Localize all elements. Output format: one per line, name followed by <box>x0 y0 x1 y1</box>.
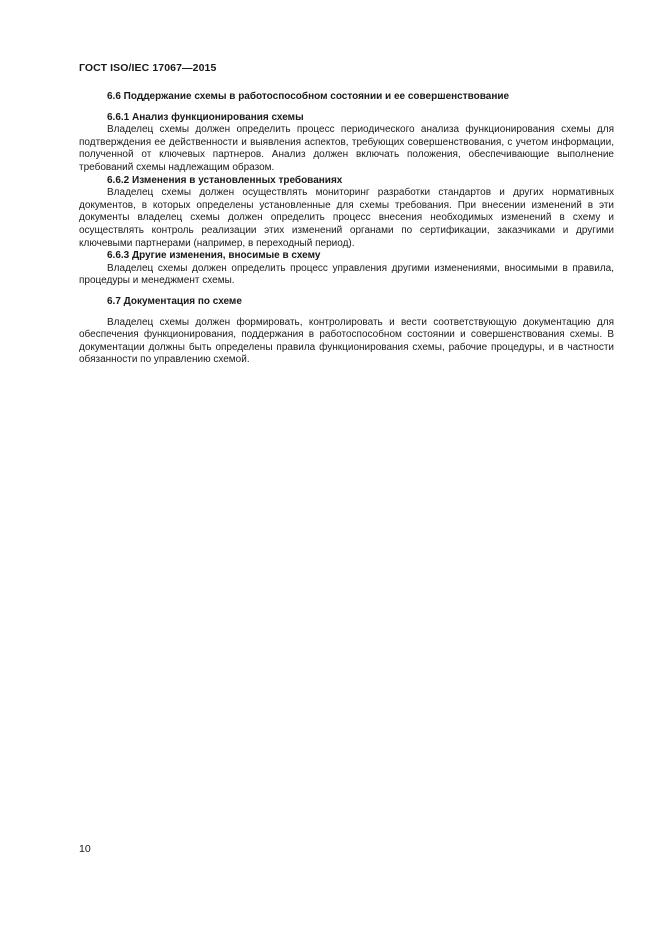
document-body <box>79 91 614 367</box>
section-6-7-heading: 6.7 Документация по схеме <box>107 295 242 307</box>
page-number: 10 <box>79 843 91 855</box>
document-header: ГОСТ ISO/IEC 17067—2015 <box>79 62 217 74</box>
section-6-6-2-heading: 6.6.2 Изменения в установленных требованиях <box>107 174 343 186</box>
section-6-6-3-text: Владелец схемы должен определить процесс управления другими изменениями, вносимыми в правила, процедуры и менеджмент схемы. <box>79 262 614 287</box>
section-6-6-1-text: Владелец схемы должен определить процесс периодического анализа функционирования схемы для подтверждения ее действенности и выявления аспектов, требующих совершенствования, с учетом информации, полученной от ключевых партнеров. Анализ должен включать положения, обеспечивающие выполнение требований схемы надлежащим образом. <box>79 124 614 173</box>
section-6-6-heading: 6.6 Поддержание схемы в работоспособном состоянии и ее совершенствование <box>107 91 510 102</box>
section-6-6-2-text: Владелец схемы должен осуществлять мониторинг разработки стандартов и других нормативных документов, в которых определены установленные для схемы требования. При внесении изменений в эти документы владелец схемы должен определить процесс внесения необходимых изменений в схему и осуществлять контроль реализации этих изменений органами по сертификации, заказчиками и другими ключевыми партнерами (например, в переходный период). <box>79 187 614 249</box>
section-6-7-text: Владелец схемы должен формировать, контролировать и вести соответствующую документацию для обеспечения функционирования, поддержания в работоспособном состоянии и совершенствования схемы. В документации должны быть определены правила функционирования схемы, рабочие процедуры, и в частности обязанности по управлению схемой. <box>79 316 614 366</box>
section-6-6-3-heading: 6.6.3 Другие изменения, вносимые в схему <box>107 250 321 262</box>
section-6-6-1-heading: 6.6.1 Анализ функционирования схемы <box>107 111 304 123</box>
